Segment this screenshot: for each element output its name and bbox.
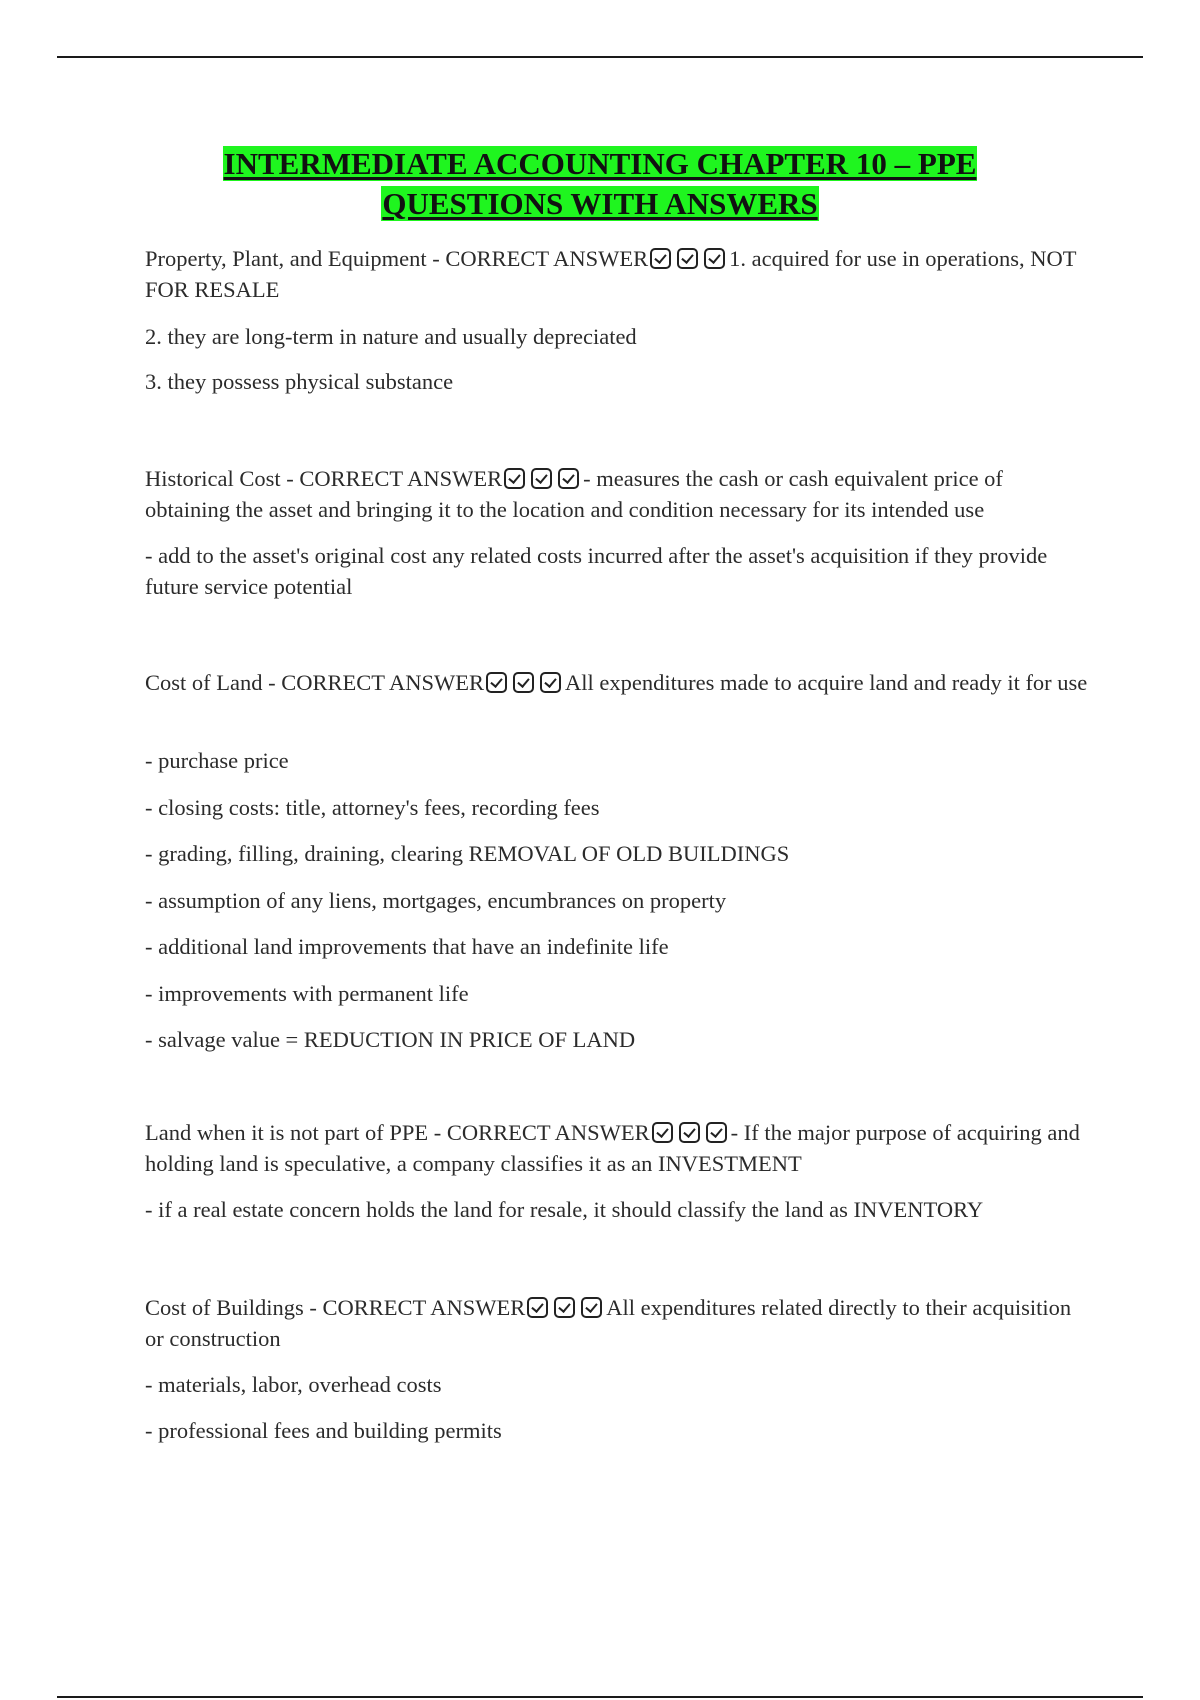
footer-rule [57,1696,1143,1698]
qa-detail: 3. they possess physical substance [145,369,454,394]
qa-question-line [145,463,1090,525]
checkbox-checked-icon [652,1122,673,1143]
qa-question-line [145,1292,1090,1354]
qa-detail: - closing costs: title, attorney's fees, recording fees [145,795,600,820]
qa-detail: - add to the asset's original cost any related costs incurred after the asset's acquisition if they provide future service potential [145,543,1048,599]
qa-term: Land when it is not part of PPE - [145,1120,447,1145]
correct-answer-marker: CORRECT ANSWER [446,1120,650,1145]
checkbox-checked-icon [554,1297,575,1318]
qa-answer: All expenditures related directly to their acquisition or construction [145,1295,1072,1351]
qa-detail: - if a real estate concern holds the land for resale, it should classify the land as INVENTORY [145,1197,984,1222]
checkbox-checked-icon [677,248,698,269]
qa-answer: 1. acquired for use in operations, NOT FOR RESALE [145,246,1077,302]
qa-term: Cost of Land - [145,670,282,695]
qa-block-cost-of-land [145,667,1090,698]
qa-detail: - salvage value = REDUCTION IN PRICE OF LAND [145,1027,636,1052]
checkbox-checked-icon [504,468,525,489]
checkbox-checked-icon [558,468,579,489]
checkbox-checked-icon [531,468,552,489]
qa-detail: - grading, filling, draining, clearing REMOVAL OF OLD BUILDINGS [145,841,790,866]
qa-detail: - purchase price [145,748,289,773]
checkbox-checked-icon [540,672,561,693]
qa-answer: - measures the cash or cash equivalent price of obtaining the asset and bringing it to the location and condition necessary for its intended use [145,466,1003,522]
correct-answer-marker: CORRECT ANSWER [281,670,484,695]
qa-term: Cost of Buildings - [145,1295,323,1320]
qa-detail: - materials, labor, overhead costs [145,1372,442,1397]
qa-detail: 2. they are long-term in nature and usually depreciated [145,324,637,349]
qa-term: Historical Cost - [145,466,300,491]
title-line-1: INTERMEDIATE ACCOUNTING CHAPTER 10 – PPE [223,146,977,181]
qa-answer: - If the major purpose of acquiring and holding land is speculative, a company classifies it as an INVESTMENT [145,1120,1080,1176]
title-line-2: QUESTIONS WITH ANSWERS [382,186,818,221]
correct-answer-marker: CORRECT ANSWER [445,246,649,271]
qa-question-line [145,243,1090,305]
correct-answer-marker: CORRECT ANSWER [299,466,503,491]
checkbox-checked-icon [679,1122,700,1143]
qa-detail: - improvements with permanent life [145,981,469,1006]
qa-answer: All expenditures made to acquire land and ready it for use [564,670,1088,695]
correct-answer-marker: CORRECT ANSWER [322,1295,526,1320]
qa-question-line [145,1117,1090,1179]
qa-question-line [145,667,1090,698]
qa-detail: - additional land improvements that have an indefinite life [145,934,669,959]
checkbox-checked-icon [650,248,671,269]
qa-block-cost-of-buildings [145,1292,1090,1354]
checkbox-checked-icon [706,1122,727,1143]
qa-block-ppe [145,243,1090,305]
header-rule [57,56,1143,58]
qa-term: Property, Plant, and Equipment - [145,246,446,271]
checkbox-checked-icon [486,672,507,693]
checkbox-checked-icon [581,1297,602,1318]
checkbox-checked-icon [704,248,725,269]
document-title [0,144,1200,224]
qa-block-land-not-ppe [145,1117,1090,1179]
qa-detail: - assumption of any liens, mortgages, encumbrances on property [145,888,727,913]
qa-detail: - professional fees and building permits [145,1418,502,1443]
checkbox-checked-icon [527,1297,548,1318]
qa-block-historical-cost [145,463,1090,525]
checkbox-checked-icon [513,672,534,693]
